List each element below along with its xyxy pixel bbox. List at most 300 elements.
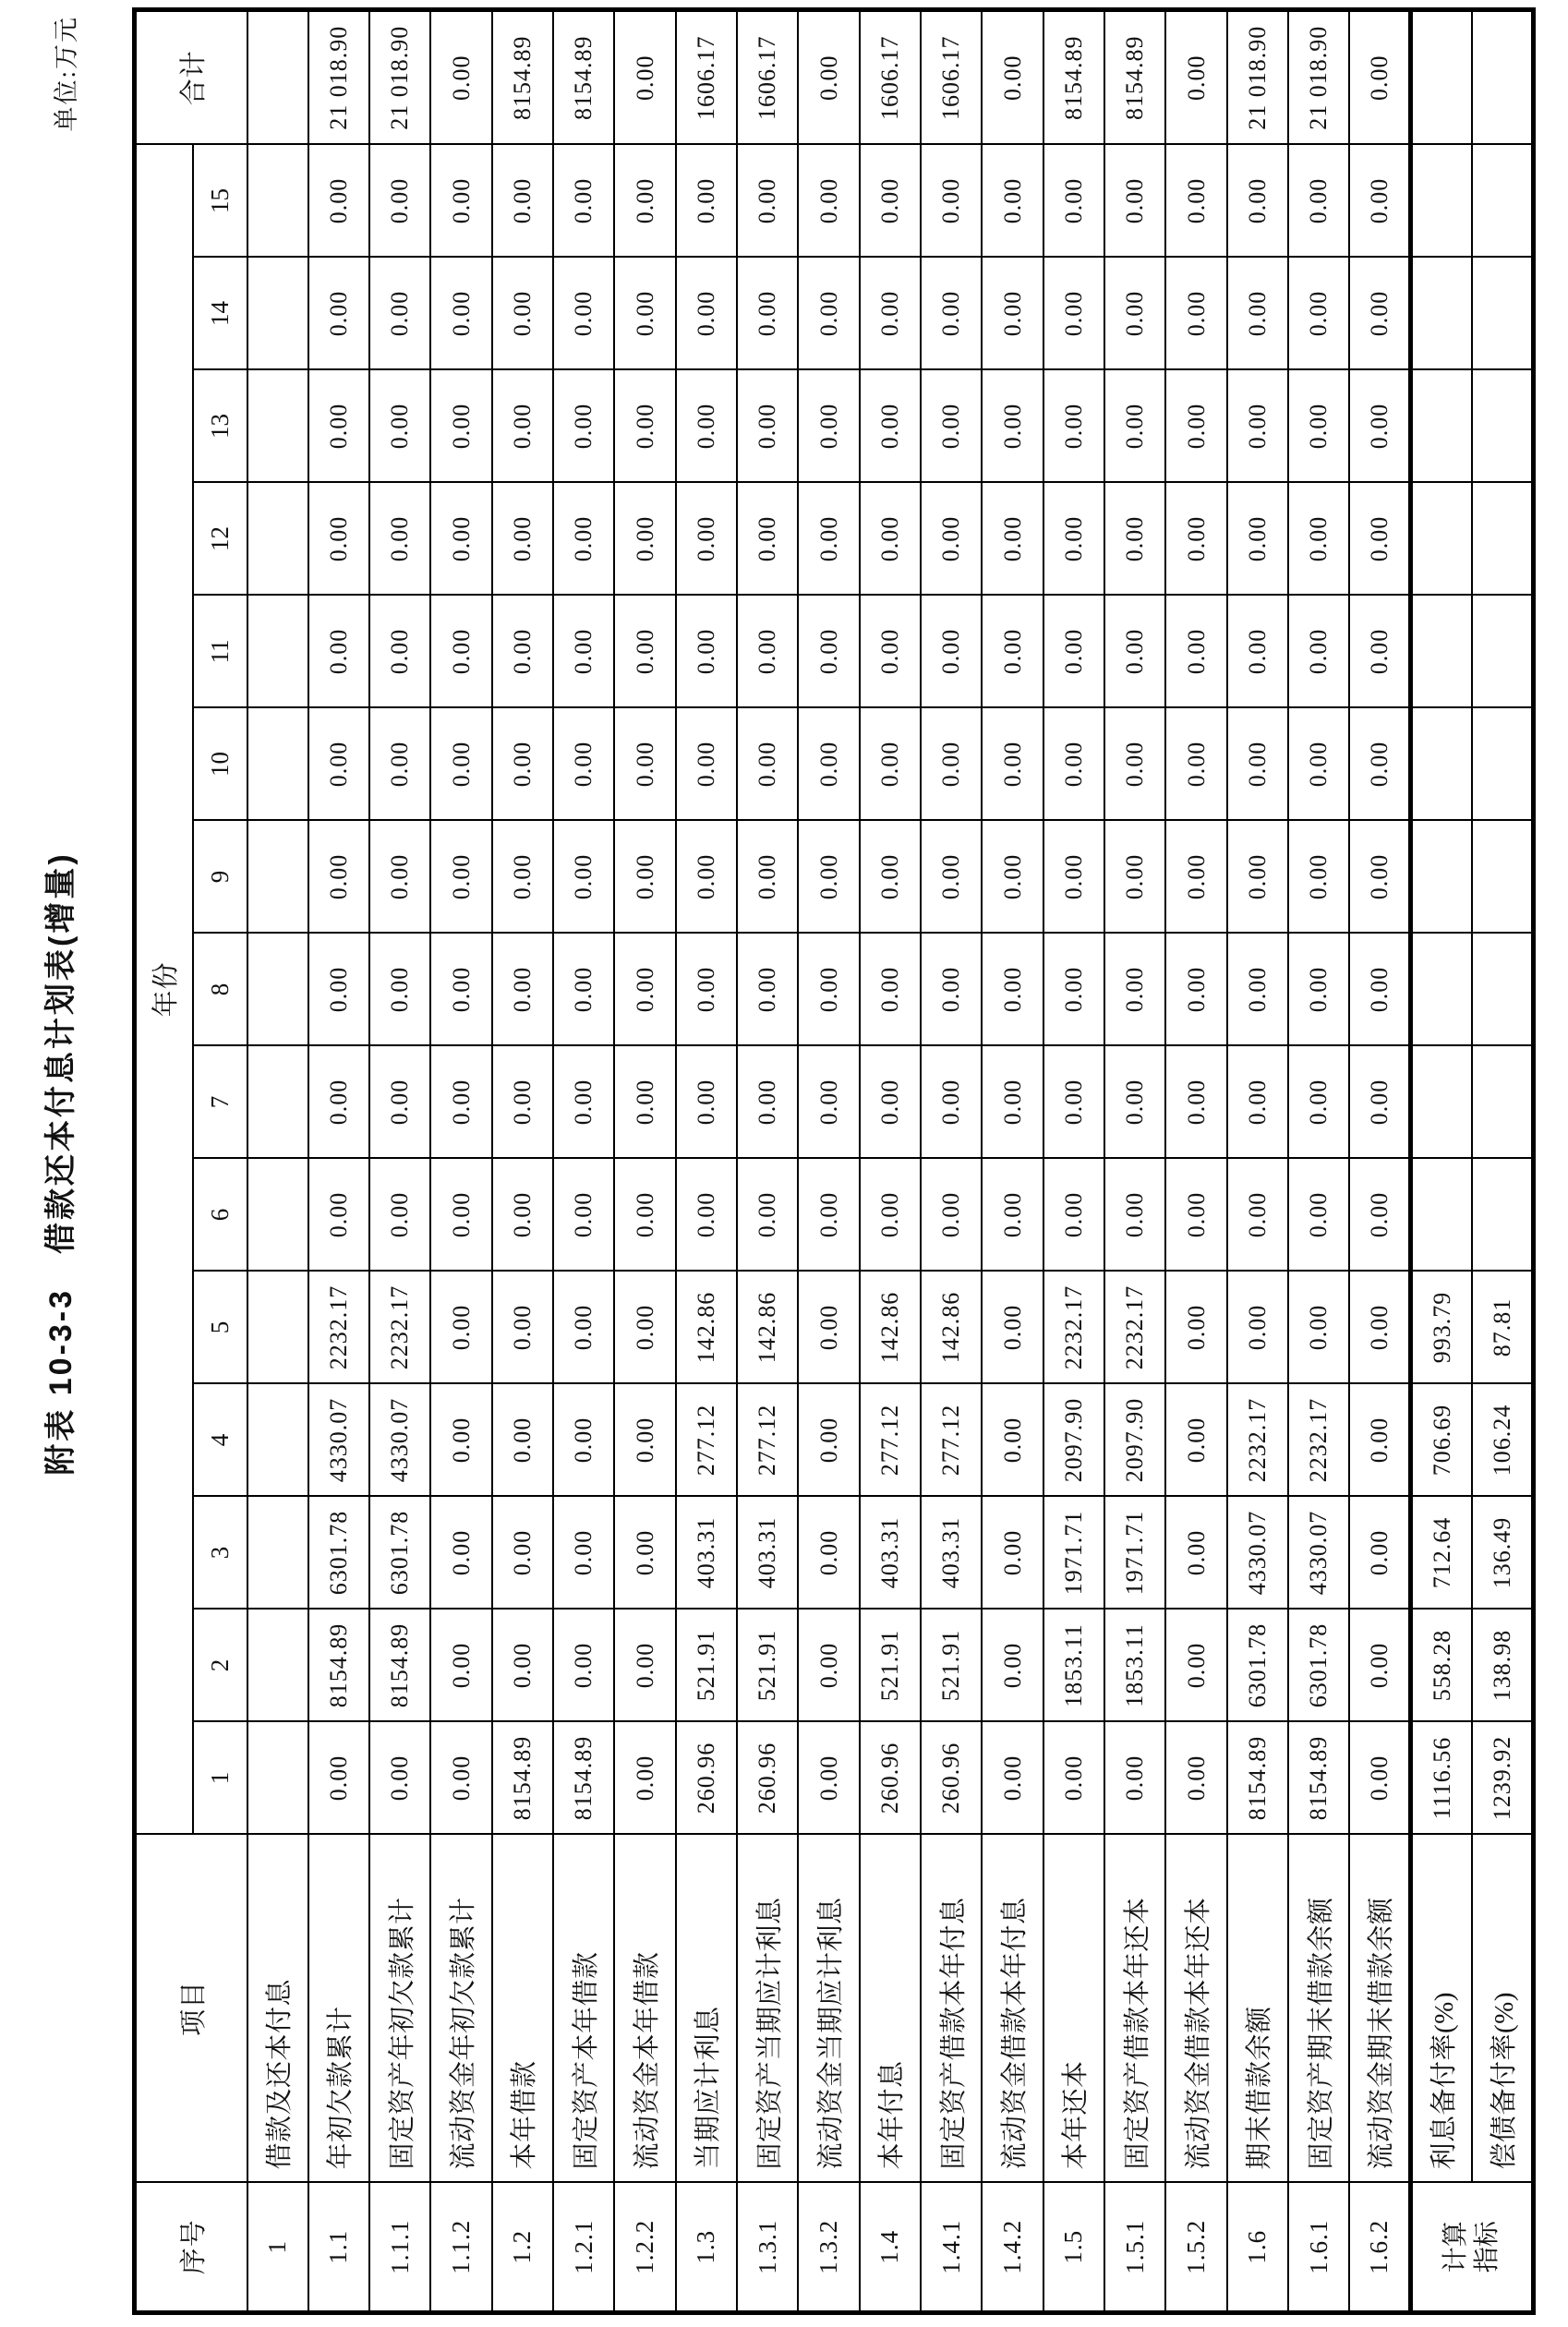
row-total-cell <box>1411 9 1472 144</box>
value-cell: 8154.89 <box>369 1610 430 1722</box>
value-cell: 0.00 <box>1349 1497 1410 1610</box>
value-cell: 0.00 <box>553 1610 614 1722</box>
value-cell <box>1472 1159 1533 1272</box>
value-cell: 0.00 <box>921 258 982 370</box>
row-total-cell: 21 018.90 <box>1227 9 1288 144</box>
value-cell: 0.00 <box>798 934 859 1046</box>
value-cell: 0.00 <box>308 483 369 596</box>
value-cell: 0.00 <box>1043 596 1104 708</box>
value-cell: 0.00 <box>737 258 798 370</box>
row-total-cell: 0.00 <box>1349 9 1410 144</box>
value-cell <box>1411 258 1472 370</box>
row-total-cell: 0.00 <box>798 9 859 144</box>
value-cell: 521.91 <box>860 1610 921 1722</box>
value-cell: 0.00 <box>430 258 491 370</box>
value-cell: 0.00 <box>308 708 369 821</box>
table-body <box>247 9 1534 2312</box>
value-cell: 142.86 <box>860 1272 921 1384</box>
value-cell: 403.31 <box>921 1497 982 1610</box>
value-cell: 0.00 <box>982 1722 1043 1835</box>
value-cell: 0.00 <box>982 821 1043 934</box>
value-cell: 0.00 <box>737 483 798 596</box>
value-cell: 0.00 <box>737 596 798 708</box>
value-cell: 0.00 <box>1165 370 1226 483</box>
value-cell: 0.00 <box>308 934 369 1046</box>
value-cell: 0.00 <box>308 1722 369 1835</box>
row-label-cell: 流动资金借款本年还本 <box>1165 1835 1226 2183</box>
value-cell: 0.00 <box>1043 258 1104 370</box>
value-cell: 2232.17 <box>1043 1272 1104 1384</box>
value-cell: 558.28 <box>1411 1610 1472 1722</box>
row-label-cell: 期末借款余额 <box>1227 1835 1288 2183</box>
value-cell: 0.00 <box>369 821 430 934</box>
value-cell: 4330.07 <box>1288 1497 1349 1610</box>
value-cell <box>247 1046 308 1159</box>
value-cell: 0.00 <box>798 144 859 257</box>
row-total-cell: 0.00 <box>982 9 1043 144</box>
value-cell: 0.00 <box>1165 1272 1226 1384</box>
value-cell: 0.00 <box>1043 144 1104 257</box>
value-cell <box>1472 596 1533 708</box>
value-cell: 0.00 <box>614 821 675 934</box>
value-cell: 0.00 <box>982 1159 1043 1272</box>
table-row <box>308 9 369 2312</box>
value-cell: 0.00 <box>798 1384 859 1497</box>
value-cell: 0.00 <box>1349 708 1410 821</box>
value-cell: 6301.78 <box>369 1497 430 1610</box>
value-cell: 0.00 <box>1288 1272 1349 1384</box>
value-cell: 0.00 <box>492 821 553 934</box>
value-cell: 6301.78 <box>308 1497 369 1610</box>
value-cell: 0.00 <box>1288 1159 1349 1272</box>
row-label-cell: 固定资产期末借款余额 <box>1288 1835 1349 2183</box>
value-cell <box>247 821 308 934</box>
value-cell: 0.00 <box>1165 258 1226 370</box>
value-cell: 0.00 <box>982 1046 1043 1159</box>
value-cell: 0.00 <box>1043 483 1104 596</box>
table-row <box>798 9 859 2312</box>
value-cell: 0.00 <box>369 1159 430 1272</box>
value-cell: 2232.17 <box>1288 1384 1349 1497</box>
value-cell: 0.00 <box>982 370 1043 483</box>
value-cell: 4330.07 <box>1227 1497 1288 1610</box>
value-cell: 0.00 <box>921 1159 982 1272</box>
page-title: 附表 10-3-3 借款还本付息计划表(增量) <box>43 851 78 1476</box>
value-cell: 0.00 <box>1288 483 1349 596</box>
value-cell: 0.00 <box>1165 596 1226 708</box>
value-cell: 0.00 <box>1104 144 1165 257</box>
value-cell: 0.00 <box>676 596 737 708</box>
value-cell: 0.00 <box>1104 483 1165 596</box>
row-total-cell: 1606.17 <box>676 9 737 144</box>
table-row <box>430 9 491 2312</box>
row-number-cell: 1.6.1 <box>1288 2183 1349 2313</box>
value-cell <box>1411 596 1472 708</box>
col-header-year-group: 年份 <box>135 144 193 1834</box>
table-row <box>1349 9 1410 2312</box>
value-cell: 0.00 <box>1043 370 1104 483</box>
value-cell <box>1472 708 1533 821</box>
value-cell: 0.00 <box>860 1046 921 1159</box>
row-total-cell: 8154.89 <box>553 9 614 144</box>
value-cell: 0.00 <box>1165 1046 1226 1159</box>
value-cell: 0.00 <box>798 596 859 708</box>
value-cell: 0.00 <box>614 1046 675 1159</box>
value-cell: 0.00 <box>1165 821 1226 934</box>
value-cell: 0.00 <box>1227 258 1288 370</box>
value-cell: 277.12 <box>921 1384 982 1497</box>
value-cell: 0.00 <box>860 934 921 1046</box>
value-cell: 0.00 <box>1104 1722 1165 1835</box>
row-label-cell: 当期应计利息 <box>676 1835 737 2183</box>
value-cell <box>247 483 308 596</box>
value-cell: 0.00 <box>1227 708 1288 821</box>
value-cell <box>247 370 308 483</box>
indicator-row <box>1411 9 1472 2312</box>
value-cell: 0.00 <box>798 258 859 370</box>
value-cell: 0.00 <box>982 1272 1043 1384</box>
value-cell: 0.00 <box>369 1046 430 1159</box>
row-total-cell: 0.00 <box>430 9 491 144</box>
value-cell: 0.00 <box>798 370 859 483</box>
value-cell: 521.91 <box>676 1610 737 1722</box>
value-cell <box>247 596 308 708</box>
row-number-cell: 1.2.2 <box>614 2183 675 2313</box>
value-cell: 2097.90 <box>1043 1384 1104 1497</box>
value-cell: 0.00 <box>676 483 737 596</box>
table-row <box>1104 9 1165 2312</box>
value-cell: 8154.89 <box>553 1722 614 1835</box>
row-total-cell: 0.00 <box>614 9 675 144</box>
value-cell: 0.00 <box>614 708 675 821</box>
value-cell: 0.00 <box>553 1384 614 1497</box>
value-cell: 2232.17 <box>369 1272 430 1384</box>
value-cell: 0.00 <box>1104 596 1165 708</box>
value-cell: 142.86 <box>737 1272 798 1384</box>
value-cell: 0.00 <box>614 1159 675 1272</box>
value-cell: 0.00 <box>1349 1384 1410 1497</box>
value-cell: 0.00 <box>1288 708 1349 821</box>
value-cell: 136.49 <box>1472 1497 1533 1610</box>
value-cell: 0.00 <box>1104 708 1165 821</box>
value-cell: 0.00 <box>1288 596 1349 708</box>
value-cell: 0.00 <box>1227 934 1288 1046</box>
value-cell: 0.00 <box>308 370 369 483</box>
year-col-header: 6 <box>193 1159 247 1272</box>
loan-repayment-schedule-table <box>132 7 1536 2315</box>
value-cell: 0.00 <box>430 1497 491 1610</box>
value-cell: 0.00 <box>982 934 1043 1046</box>
row-number-cell: 1.4.2 <box>982 2183 1043 2313</box>
table-row <box>982 9 1043 2312</box>
value-cell: 0.00 <box>1043 934 1104 1046</box>
row-number-cell: 1.3.2 <box>798 2183 859 2313</box>
value-cell: 0.00 <box>492 1159 553 1272</box>
row-label-cell: 本年借款 <box>492 1835 553 2183</box>
value-cell: 0.00 <box>614 596 675 708</box>
value-cell: 0.00 <box>1349 934 1410 1046</box>
row-label-cell: 本年还本 <box>1043 1835 1104 2183</box>
row-total-cell: 21 018.90 <box>1288 9 1349 144</box>
value-cell: 0.00 <box>1349 483 1410 596</box>
value-cell: 0.00 <box>982 1610 1043 1722</box>
value-cell <box>1411 483 1472 596</box>
value-cell: 0.00 <box>1165 934 1226 1046</box>
row-number-cell: 1.5.1 <box>1104 2183 1165 2313</box>
value-cell: 0.00 <box>982 1497 1043 1610</box>
row-label-cell: 流动资金借款本年付息 <box>982 1835 1043 2183</box>
year-col-header: 12 <box>193 483 247 596</box>
col-header-xuhao: 序号 <box>135 2183 247 2313</box>
value-cell: 712.64 <box>1411 1497 1472 1610</box>
value-cell: 0.00 <box>798 483 859 596</box>
value-cell: 8154.89 <box>308 1610 369 1722</box>
value-cell: 1971.71 <box>1043 1497 1104 1610</box>
row-total-cell: 1606.17 <box>921 9 982 144</box>
value-cell: 0.00 <box>492 258 553 370</box>
year-col-header: 3 <box>193 1497 247 1610</box>
value-cell: 0.00 <box>921 144 982 257</box>
value-cell: 0.00 <box>492 1046 553 1159</box>
value-cell: 0.00 <box>860 708 921 821</box>
value-cell: 0.00 <box>1104 258 1165 370</box>
value-cell: 8154.89 <box>1288 1722 1349 1835</box>
value-cell: 0.00 <box>921 483 982 596</box>
value-cell: 0.00 <box>1349 258 1410 370</box>
table-row <box>1227 9 1288 2312</box>
value-cell: 0.00 <box>614 934 675 1046</box>
value-cell: 0.00 <box>492 1610 553 1722</box>
indicator-group-cell: 计算 指标 <box>1411 2183 1534 2313</box>
value-cell: 0.00 <box>430 1722 491 1835</box>
table-row <box>369 9 430 2312</box>
value-cell: 260.96 <box>737 1722 798 1835</box>
value-cell: 0.00 <box>737 144 798 257</box>
value-cell: 0.00 <box>982 596 1043 708</box>
value-cell: 0.00 <box>1165 144 1226 257</box>
table-row <box>1165 9 1226 2312</box>
row-label-cell: 流动资金年初欠款累计 <box>430 1835 491 2183</box>
value-cell: 0.00 <box>492 596 553 708</box>
value-cell: 0.00 <box>369 483 430 596</box>
row-total-cell: 1606.17 <box>737 9 798 144</box>
value-cell: 0.00 <box>614 258 675 370</box>
row-number-cell: 1.5 <box>1043 2183 1104 2313</box>
value-cell: 0.00 <box>982 144 1043 257</box>
value-cell: 106.24 <box>1472 1384 1533 1497</box>
value-cell: 0.00 <box>1288 144 1349 257</box>
value-cell: 0.00 <box>860 483 921 596</box>
value-cell: 0.00 <box>614 1272 675 1384</box>
value-cell: 0.00 <box>492 370 553 483</box>
value-cell: 0.00 <box>492 934 553 1046</box>
value-cell: 0.00 <box>308 596 369 708</box>
table-row <box>614 9 675 2312</box>
value-cell: 0.00 <box>1288 258 1349 370</box>
value-cell: 0.00 <box>1165 708 1226 821</box>
value-cell: 706.69 <box>1411 1384 1472 1497</box>
value-cell: 0.00 <box>798 1497 859 1610</box>
title-bar <box>22 12 124 2315</box>
value-cell <box>247 1384 308 1497</box>
year-col-header: 1 <box>193 1722 247 1835</box>
value-cell <box>1411 934 1472 1046</box>
row-label-cell: 固定资产借款本年还本 <box>1104 1835 1165 2183</box>
value-cell: 0.00 <box>676 934 737 1046</box>
value-cell: 0.00 <box>430 1159 491 1272</box>
value-cell: 0.00 <box>1349 1272 1410 1384</box>
value-cell: 0.00 <box>1043 1722 1104 1835</box>
table-row <box>921 9 982 2312</box>
value-cell <box>247 258 308 370</box>
value-cell <box>1472 483 1533 596</box>
table-row <box>553 9 614 2312</box>
value-cell: 0.00 <box>1288 1046 1349 1159</box>
row-number-cell: 1.2 <box>492 2183 553 2313</box>
value-cell: 0.00 <box>369 1722 430 1835</box>
value-cell <box>247 708 308 821</box>
value-cell: 138.98 <box>1472 1610 1533 1722</box>
unit-label: 单位:万元 <box>53 16 80 132</box>
value-cell: 0.00 <box>553 483 614 596</box>
value-cell: 6301.78 <box>1288 1610 1349 1722</box>
value-cell: 0.00 <box>860 596 921 708</box>
value-cell: 0.00 <box>1349 1046 1410 1159</box>
row-label-cell: 固定资产年初欠款累计 <box>369 1835 430 2183</box>
table-row <box>1288 9 1349 2312</box>
value-cell: 2232.17 <box>1104 1272 1165 1384</box>
table-row <box>492 9 553 2312</box>
value-cell <box>247 1497 308 1610</box>
value-cell <box>247 1159 308 1272</box>
table-row <box>676 9 737 2312</box>
value-cell: 0.00 <box>860 370 921 483</box>
value-cell: 0.00 <box>492 144 553 257</box>
col-header-xiangmu: 项目 <box>135 1835 247 2183</box>
value-cell: 0.00 <box>982 1384 1043 1497</box>
value-cell: 0.00 <box>553 1272 614 1384</box>
value-cell: 0.00 <box>430 370 491 483</box>
value-cell <box>247 144 308 257</box>
value-cell <box>247 1272 308 1384</box>
value-cell: 1116.56 <box>1411 1722 1472 1835</box>
value-cell: 0.00 <box>308 821 369 934</box>
value-cell: 0.00 <box>1165 1610 1226 1722</box>
value-cell: 0.00 <box>308 1046 369 1159</box>
value-cell: 0.00 <box>430 1272 491 1384</box>
value-cell: 0.00 <box>921 821 982 934</box>
row-number-cell: 1.3 <box>676 2183 737 2313</box>
table-row <box>247 9 308 2312</box>
year-col-header: 11 <box>193 596 247 708</box>
value-cell: 4330.07 <box>369 1384 430 1497</box>
value-cell: 0.00 <box>553 1497 614 1610</box>
value-cell: 0.00 <box>308 144 369 257</box>
row-total-cell <box>247 9 308 144</box>
indicator-label-cell: 偿债备付率(%) <box>1472 1835 1533 2183</box>
value-cell: 2232.17 <box>308 1272 369 1384</box>
value-cell: 0.00 <box>798 1272 859 1384</box>
table-row <box>1043 9 1104 2312</box>
row-total-cell: 21 018.90 <box>369 9 430 144</box>
value-cell: 0.00 <box>1227 1159 1288 1272</box>
value-cell: 0.00 <box>1349 370 1410 483</box>
value-cell: 403.31 <box>737 1497 798 1610</box>
year-col-header: 14 <box>193 258 247 370</box>
row-number-cell: 1.5.2 <box>1165 2183 1226 2313</box>
value-cell: 0.00 <box>737 934 798 1046</box>
value-cell: 0.00 <box>1227 596 1288 708</box>
value-cell: 0.00 <box>921 1046 982 1159</box>
col-header-total: 合计 <box>135 9 247 144</box>
value-cell: 0.00 <box>798 1610 859 1722</box>
value-cell: 277.12 <box>737 1384 798 1497</box>
row-number-cell: 1.4.1 <box>921 2183 982 2313</box>
value-cell: 0.00 <box>737 370 798 483</box>
value-cell: 0.00 <box>492 483 553 596</box>
value-cell: 0.00 <box>430 1610 491 1722</box>
row-number-cell: 1.4 <box>860 2183 921 2313</box>
value-cell: 0.00 <box>553 370 614 483</box>
value-cell: 0.00 <box>1349 144 1410 257</box>
value-cell: 0.00 <box>676 1159 737 1272</box>
value-cell: 0.00 <box>1288 821 1349 934</box>
row-number-cell: 1.6 <box>1227 2183 1288 2313</box>
value-cell: 0.00 <box>798 1159 859 1272</box>
value-cell: 0.00 <box>737 821 798 934</box>
value-cell <box>1472 258 1533 370</box>
row-number-cell: 1.6.2 <box>1349 2183 1410 2313</box>
value-cell: 0.00 <box>1227 370 1288 483</box>
value-cell: 87.81 <box>1472 1272 1533 1384</box>
value-cell: 0.00 <box>430 483 491 596</box>
year-col-header: 2 <box>193 1610 247 1722</box>
value-cell: 403.31 <box>860 1497 921 1610</box>
year-col-header: 10 <box>193 708 247 821</box>
value-cell: 0.00 <box>308 1159 369 1272</box>
value-cell: 0.00 <box>430 1384 491 1497</box>
row-number-cell: 1.3.1 <box>737 2183 798 2313</box>
year-col-header: 13 <box>193 370 247 483</box>
value-cell: 0.00 <box>1227 1272 1288 1384</box>
value-cell <box>247 934 308 1046</box>
value-cell: 0.00 <box>492 1384 553 1497</box>
value-cell: 0.00 <box>1288 370 1349 483</box>
value-cell: 0.00 <box>860 1159 921 1272</box>
value-cell: 4330.07 <box>308 1384 369 1497</box>
value-cell: 0.00 <box>1104 1046 1165 1159</box>
value-cell <box>1472 144 1533 257</box>
value-cell: 0.00 <box>430 934 491 1046</box>
value-cell: 0.00 <box>982 258 1043 370</box>
value-cell: 0.00 <box>614 1497 675 1610</box>
value-cell: 0.00 <box>553 258 614 370</box>
value-cell: 260.96 <box>676 1722 737 1835</box>
value-cell <box>1411 1046 1472 1159</box>
row-total-cell: 8154.89 <box>1043 9 1104 144</box>
value-cell: 0.00 <box>1349 1159 1410 1272</box>
value-cell: 0.00 <box>553 934 614 1046</box>
value-cell: 0.00 <box>369 370 430 483</box>
value-cell: 0.00 <box>553 821 614 934</box>
row-number-cell: 1.2.1 <box>553 2183 614 2313</box>
value-cell: 521.91 <box>737 1610 798 1722</box>
row-label-cell: 固定资产借款本年付息 <box>921 1835 982 2183</box>
value-cell: 0.00 <box>430 1046 491 1159</box>
row-total-cell: 8154.89 <box>1104 9 1165 144</box>
year-col-header: 9 <box>193 821 247 934</box>
value-cell: 0.00 <box>553 144 614 257</box>
